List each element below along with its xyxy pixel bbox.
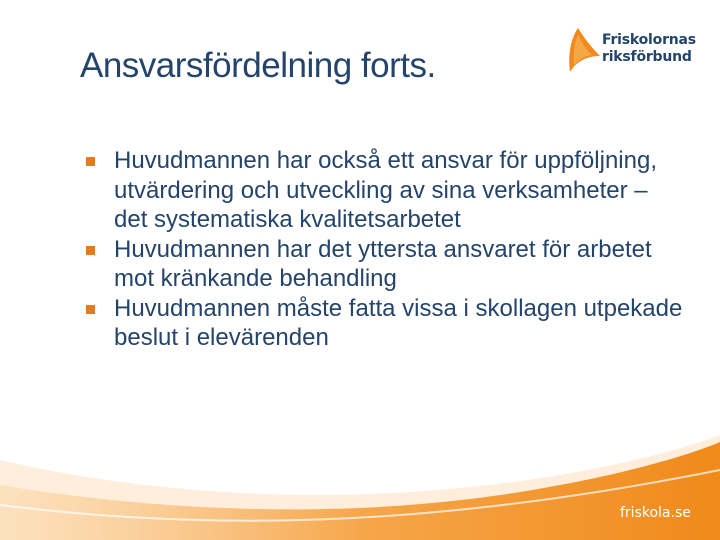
slide-title: Ansvarsfördelning forts. xyxy=(80,46,436,85)
logo-wordmark xyxy=(602,32,696,66)
bullet-item xyxy=(86,235,686,294)
bullet-list xyxy=(86,146,686,353)
square-bullet-icon xyxy=(86,246,95,255)
bullet-item xyxy=(86,294,686,353)
bullet-text: Huvudmannen har det yttersta ansvaret för arbetet mot kränkande behandling xyxy=(114,235,652,292)
sail-logo-icon xyxy=(564,26,604,74)
bullet-item xyxy=(86,146,686,235)
square-bullet-icon xyxy=(86,305,95,314)
square-bullet-icon xyxy=(86,157,95,166)
logo-line-1: Friskolornas xyxy=(602,32,696,48)
logo-line-2: riksförbund xyxy=(602,49,692,65)
footer-swoosh xyxy=(0,430,720,540)
bullet-text: Huvudmannen måste fatta vissa i skollagen utpekade beslut i elevärenden xyxy=(114,294,683,351)
brand-logo xyxy=(564,26,704,76)
bullet-text: Huvudmannen har också ett ansvar för uppföljning, utvärdering och utveckling av sina verksamheter – det systematiska kvalitetsarbetet xyxy=(114,147,657,233)
footer-url: friskola.se xyxy=(620,505,691,521)
